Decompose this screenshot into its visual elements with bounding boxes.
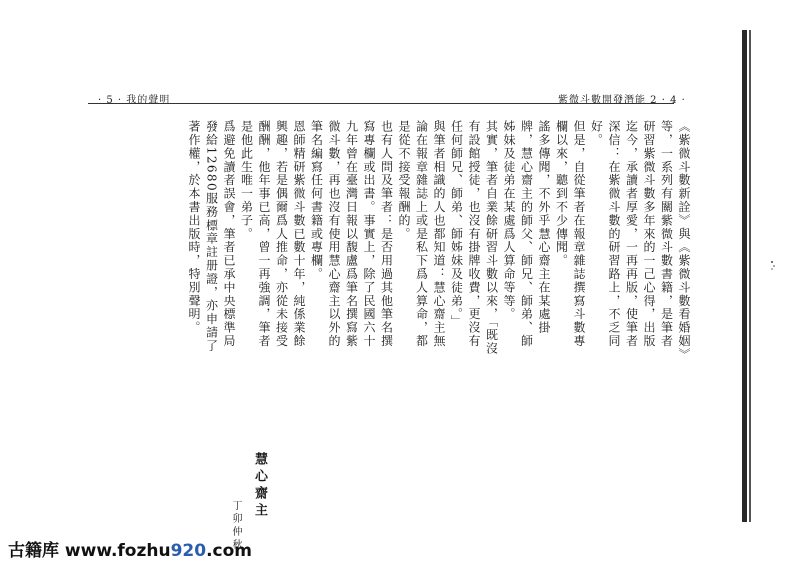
paragraph-1: 《紫微斗數新詮》與《紫微斗數看婚姻》等，一系列有關紫微斗數書籍，是筆者研習紫微斗數多年來的一己心得，出版迄今，承讀者厚愛，一再再版，使筆者深信：在紫微斗數的研習路上，不乏同好。: [589, 120, 691, 356]
paragraph-5: 與筆者相識的人也都知道：慧心齋主無論在報章雜誌上或是私下爲人算命，都是從不接受報酬的。: [397, 120, 446, 348]
site-watermark: [8, 536, 252, 561]
watermark-url-suffix: .com: [206, 541, 253, 561]
header-rule: [88, 103, 674, 104]
book-spine-edge-inner: [749, 30, 751, 522]
right-page-header: 紫微斗數開發潛能 2 · 4 ·: [558, 95, 686, 106]
paragraph-8: 爲避免讀者誤會，筆者已承中央標準局發給12680服務標章註册證，亦申請了著作權，於本書出版時，特別聲明。: [187, 120, 236, 353]
paragraph-6: 也有人問及筆者：是否用過其他筆名撰寫專欄或出書。事實上，除了民國六十九年曾在臺灣日報以馥盧爲筆名撰寫紫微斗數，再也沒有使用慧心齋主以外的筆名編寫任何書籍或專欄。: [309, 120, 394, 348]
watermark-site-name: 古籍库: [8, 541, 59, 561]
vertical-text-body: [187, 120, 692, 360]
watermark-url-prefix: www.fozhu: [64, 541, 171, 561]
book-spine-edge: [742, 30, 747, 522]
left-page-header: · 5 · 我的聲明: [98, 95, 171, 106]
paragraph-7: 恩師精研紫微斗數已數十年，純係業餘興趣，若是偶爾爲人推命，亦從未接受酬酬，他年事已高，曾一再強調，筆者是他此生唯一弟子。: [239, 120, 306, 348]
scan-specks: [770, 260, 776, 270]
watermark-url-number: 920: [170, 541, 207, 561]
paragraph-3: 謠多傳聞，不外乎慧心齋主在某處掛牌，慧心齋主的師父、師兄、師弟、師姊妹及徒弟在某處爲人算命等等。: [502, 120, 551, 348]
signature-date: 丁卯仲秋: [230, 500, 241, 552]
paragraph-4: 其實，筆者自業餘研習斗數以來，「既沒有設館授徒，也沒有掛牌收費，更沒有任何師兄、師弟、師姊妹及徒弟。」: [449, 120, 499, 356]
author-signature: 慧心齋主: [252, 452, 267, 520]
paragraph-2: 但是，自從筆者在報章雜誌撰寫斗數專欄以來，聽到不少傳聞。: [554, 120, 586, 348]
